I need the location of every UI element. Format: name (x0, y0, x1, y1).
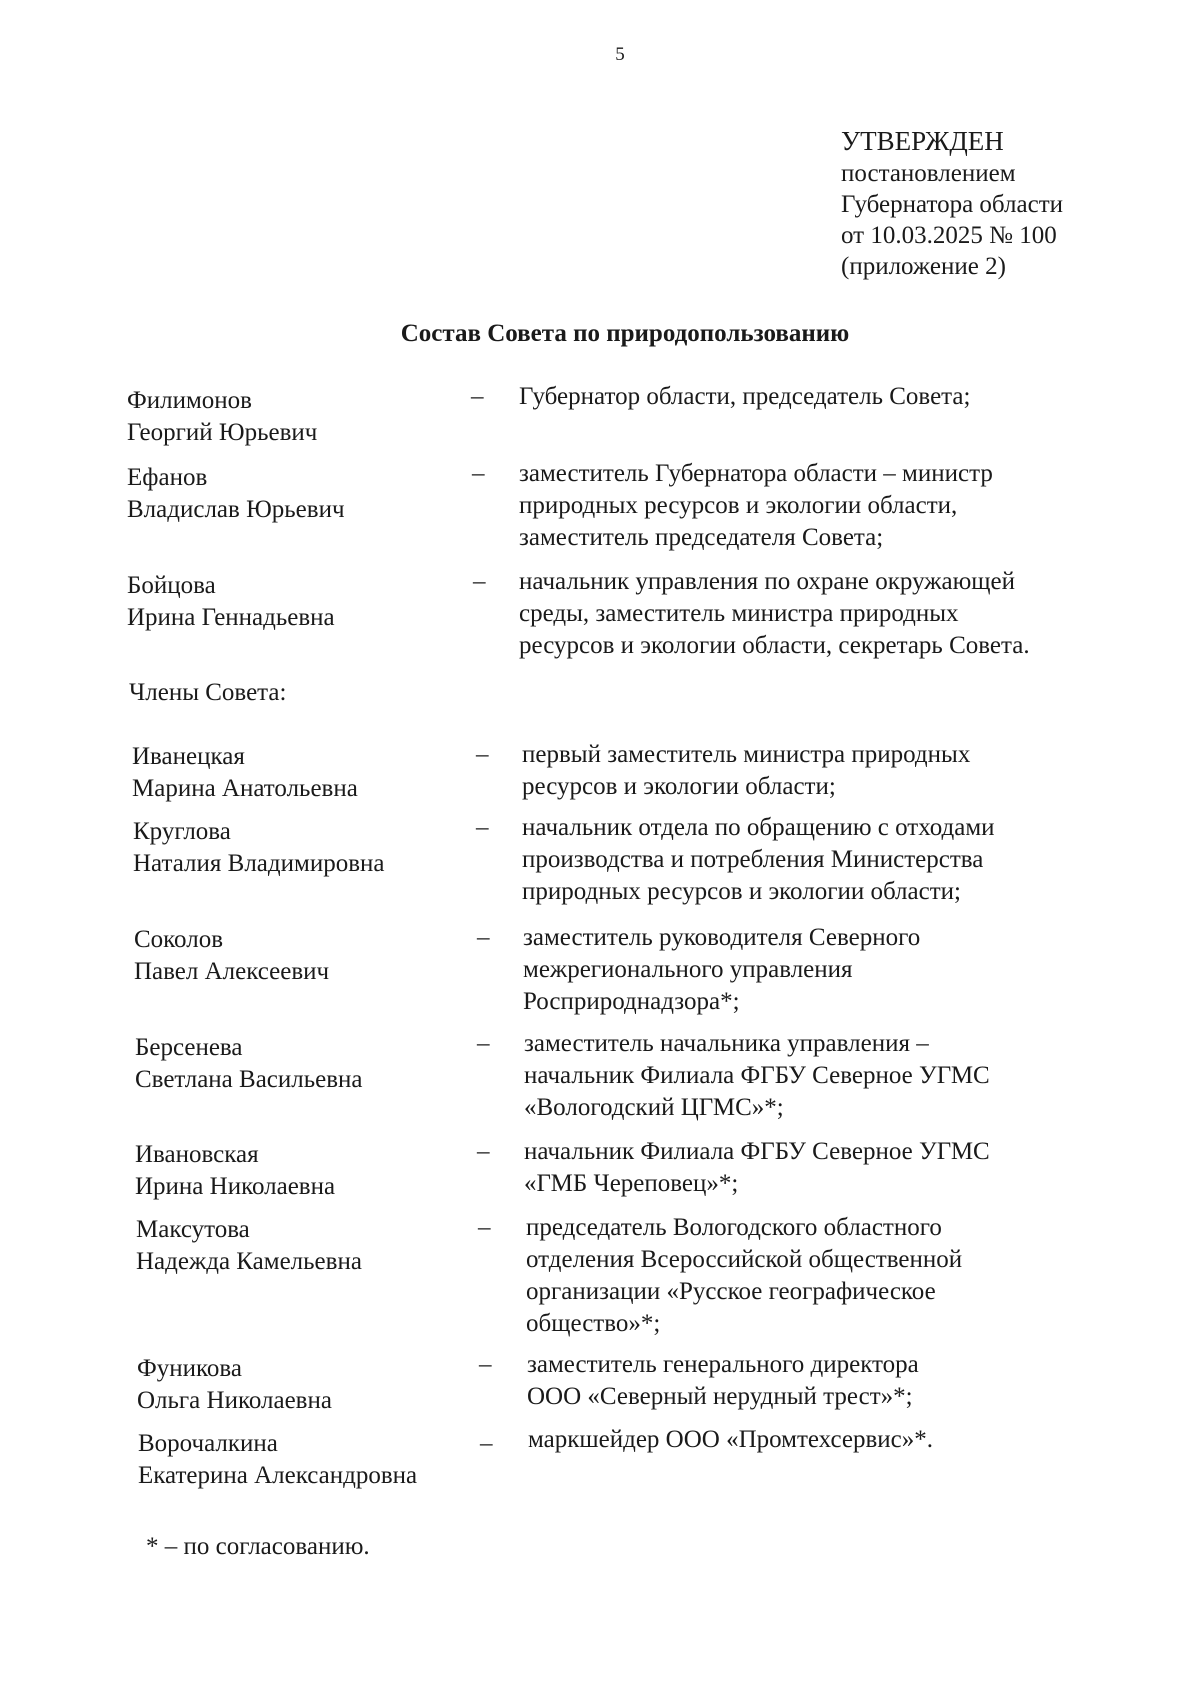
role-line: межрегионального управления (523, 956, 853, 983)
dash: – (477, 1030, 490, 1057)
person-role (527, 1349, 1117, 1413)
role-line: первый заместитель министра природных (522, 741, 971, 768)
person-role (519, 566, 1109, 662)
given-names: Ирина Геннадьевна (127, 604, 335, 631)
surname: Максутова (136, 1216, 250, 1243)
given-names: Светлана Васильевна (135, 1066, 363, 1093)
person-name (134, 924, 329, 988)
person-name (137, 1353, 332, 1417)
role-line: природных ресурсов и экологии области; (522, 878, 961, 905)
given-names: Георгий Юрьевич (127, 419, 318, 446)
approval-line: Губернатора области (841, 191, 1063, 218)
role-line: ресурсов и экологии области, секретарь Совета. (519, 632, 1030, 659)
given-names: Ольга Николаевна (137, 1387, 332, 1414)
role-line: «ГМБ Череповец»*; (524, 1170, 739, 1197)
footnote: * – по согласованию. (146, 1533, 370, 1560)
role-line: начальник отдела по обращению с отходами (522, 814, 995, 841)
approval-stamp (841, 124, 1063, 282)
role-line: ООО «Северный нерудный трест»*; (527, 1383, 913, 1410)
approval-line: (приложение 2) (841, 253, 1006, 280)
person-role (523, 922, 1113, 1018)
person-name (138, 1428, 417, 1492)
given-names: Владислав Юрьевич (127, 496, 345, 523)
person-name (136, 1214, 362, 1278)
surname: Иванецкая (132, 743, 245, 770)
role-line: начальник Филиала ФГБУ Северное УГМС (524, 1062, 990, 1089)
surname: Круглова (133, 818, 231, 845)
role-line: «Вологодский ЦГМС»*; (524, 1094, 784, 1121)
role-line: начальник управления по охране окружающей (519, 568, 1016, 595)
dash: – (471, 383, 484, 410)
given-names: Ирина Николаевна (135, 1173, 336, 1200)
surname: Ворочалкина (138, 1430, 278, 1457)
approval-line: постановлением (841, 160, 1016, 187)
dash: – (477, 1138, 490, 1165)
person-role (519, 381, 1109, 413)
given-names: Екатерина Александровна (138, 1462, 418, 1489)
role-line: производства и потребления Министерства (522, 846, 984, 873)
surname: Ивановская (135, 1141, 259, 1168)
members-label: Члены Совета: (129, 679, 287, 706)
surname: Бойцова (127, 572, 216, 599)
given-names: Павел Алексеевич (134, 958, 330, 985)
person-role (522, 739, 1112, 803)
surname: Соколов (134, 926, 224, 953)
person-name (135, 1032, 363, 1096)
person-role (522, 812, 1112, 908)
role-line: председатель Вологодского областного (526, 1214, 942, 1241)
role-line: маркшейдер ООО «Промтехсервис»*. (528, 1426, 933, 1453)
role-line: заместитель генерального директора (527, 1351, 919, 1378)
role-line: среды, заместитель министра природных (519, 600, 959, 627)
approval-line: от 10.03.2025 № 100 (841, 222, 1057, 249)
given-names: Надежда Камельевна (136, 1248, 362, 1275)
surname: Берсенева (135, 1034, 243, 1061)
dash: – (480, 1430, 493, 1457)
dash: – (476, 814, 489, 841)
dash: – (472, 460, 485, 487)
person-role (524, 1136, 1114, 1200)
person-role (524, 1028, 1114, 1124)
person-name (132, 741, 358, 805)
person-name (127, 570, 335, 634)
dash: – (478, 1214, 491, 1241)
person-role (528, 1424, 1118, 1456)
dash: – (477, 924, 490, 951)
role-line: общество»*; (526, 1310, 661, 1337)
role-line: заместитель председателя Совета; (519, 524, 884, 551)
role-line: начальник Филиала ФГБУ Северное УГМС (524, 1138, 990, 1165)
role-line: природных ресурсов и экологии области, (519, 492, 958, 519)
person-name (127, 462, 345, 526)
person-name (127, 385, 317, 449)
role-line: заместитель начальника управления – (524, 1030, 929, 1057)
page-number: 5 (615, 44, 625, 65)
person-role (526, 1212, 1116, 1340)
person-role (519, 458, 1109, 554)
dash: – (473, 568, 486, 595)
role-line: отделения Всероссийской общественной (526, 1246, 963, 1273)
role-line: заместитель Губернатора области – министр (519, 460, 993, 487)
role-line: ресурсов и экологии области; (522, 773, 836, 800)
surname: Фуникова (137, 1355, 242, 1382)
role-line: заместитель руководителя Северного (523, 924, 921, 951)
surname: Ефанов (127, 464, 208, 491)
role-line: организации «Русское географическое (526, 1278, 936, 1305)
given-names: Наталия Владимировна (133, 850, 385, 877)
dash: – (479, 1351, 492, 1378)
role-line: Губернатор области, председатель Совета; (519, 383, 971, 410)
person-name (133, 816, 384, 880)
approval-title: УТВЕРЖДЕН (841, 126, 1004, 156)
dash: – (476, 741, 489, 768)
surname: Филимонов (127, 387, 252, 414)
role-line: Росприроднадзора*; (523, 988, 740, 1015)
document-title: Состав Совета по природопользованию (400, 320, 850, 347)
given-names: Марина Анатольевна (132, 775, 358, 802)
person-name (135, 1139, 335, 1203)
